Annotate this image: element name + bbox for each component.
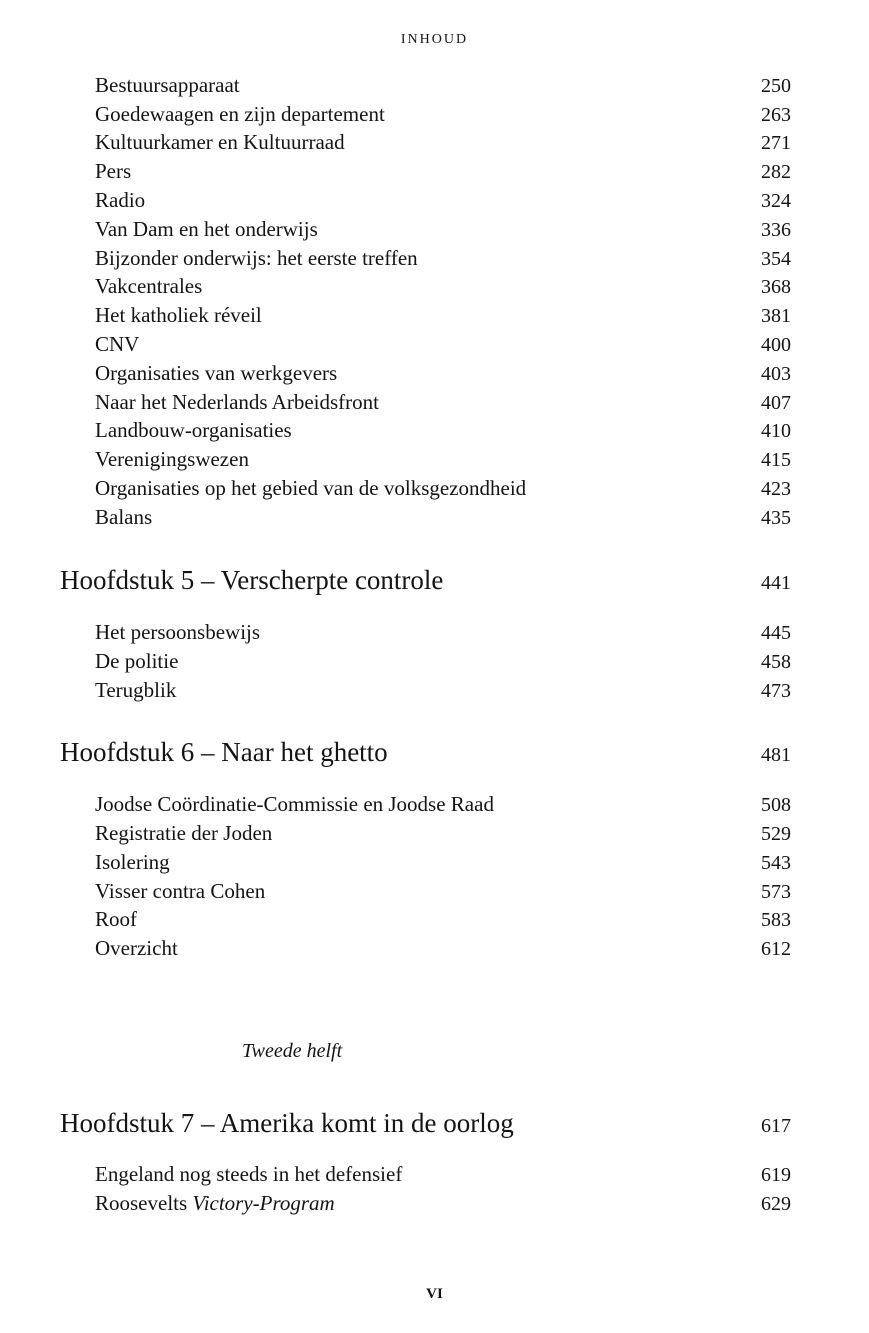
part-heading: Tweede helft <box>242 1040 343 1062</box>
entry-page: 473 <box>761 680 791 702</box>
chapter-heading <box>60 1106 791 1140</box>
toc-entry <box>95 416 791 444</box>
chapter-title: Hoofdstuk 7 – Amerika komt in de oorlog <box>60 1108 514 1138</box>
toc-entry <box>95 100 791 128</box>
entry-page: 583 <box>761 909 791 931</box>
entry-page: 612 <box>761 938 791 960</box>
entry-title: Joodse Coördinatie-Commissie en Joodse Raad <box>95 792 494 816</box>
entry-title: Visser contra Cohen <box>95 879 266 903</box>
toc-entry <box>95 877 791 905</box>
entry-page: 415 <box>761 449 791 471</box>
running-head: INHOUD <box>400 32 469 47</box>
entry-title: Overzicht <box>95 936 178 960</box>
entry-page: 250 <box>761 75 791 97</box>
toc-entry <box>95 330 791 358</box>
entry-title: Roof <box>95 907 137 931</box>
entry-title: Pers <box>95 159 132 183</box>
entry-title: Radio <box>95 188 146 212</box>
entry-page: 381 <box>761 305 791 327</box>
chapter-page: 481 <box>761 744 791 766</box>
toc-entry <box>95 215 791 243</box>
entry-title: Naar het Nederlands Arbeidsfront <box>95 390 379 414</box>
entry-page: 354 <box>761 248 791 270</box>
page-number: VI <box>426 1286 443 1302</box>
entry-title-italic: Victory-Program <box>192 1191 335 1215</box>
entry-title: Terugblik <box>95 678 177 702</box>
entry-page: 407 <box>761 392 791 414</box>
entry-title: Van Dam en het onderwijs <box>95 217 318 241</box>
toc-entry <box>95 848 791 876</box>
entry-title: Verenigingswezen <box>95 447 249 471</box>
toc-entry <box>95 272 791 300</box>
entry-title: Het persoonsbewijs <box>95 620 261 644</box>
chapter-title: Hoofdstuk 6 – Naar het ghetto <box>60 737 388 767</box>
chapter-title: Hoofdstuk 5 – Verscherpte controle <box>60 565 444 595</box>
entry-title: Organisaties op het gebied van de volksgezondheid <box>95 476 527 500</box>
toc-entry <box>95 1189 791 1217</box>
chapter-page: 617 <box>761 1115 791 1137</box>
toc-entry <box>95 676 791 704</box>
entry-page: 573 <box>761 881 791 903</box>
entry-page: 400 <box>761 334 791 356</box>
entry-title: Isolering <box>95 850 170 874</box>
toc-entry <box>95 1160 791 1188</box>
entry-title: Het katholiek réveil <box>95 303 262 327</box>
entry-title: Bestuursapparaat <box>95 73 240 97</box>
entry-page: 282 <box>761 161 791 183</box>
chapter-heading <box>60 563 791 597</box>
entry-page: 629 <box>761 1193 791 1215</box>
toc-entry <box>95 905 791 933</box>
chapter-page: 441 <box>761 572 791 594</box>
toc-entry <box>95 503 791 531</box>
entry-title: Kultuurkamer en Kultuurraad <box>95 130 345 154</box>
toc-entry <box>95 647 791 675</box>
entry-page: 529 <box>761 823 791 845</box>
entry-page: 263 <box>761 104 791 126</box>
entry-page: 271 <box>761 132 791 154</box>
entry-page: 445 <box>761 622 791 644</box>
entry-title: Balans <box>95 505 153 529</box>
entry-title: Bijzonder onderwijs: het eerste treffen <box>95 246 418 270</box>
toc-entry <box>95 790 791 818</box>
entry-page: 403 <box>761 363 791 385</box>
entry-title-prefix: Roosevelts <box>95 1191 193 1215</box>
toc-entry <box>95 618 791 646</box>
entry-page: 410 <box>761 420 791 442</box>
toc-entry <box>95 474 791 502</box>
toc-entry <box>95 244 791 272</box>
entry-page: 336 <box>761 219 791 241</box>
toc-entry <box>95 128 791 156</box>
toc-entry <box>95 301 791 329</box>
entry-page: 435 <box>761 507 791 529</box>
toc-entry <box>95 934 791 962</box>
entry-page: 423 <box>761 478 791 500</box>
entry-title <box>95 1189 335 1217</box>
entry-title: Landbouw-organisaties <box>95 418 292 442</box>
toc-entry <box>95 445 791 473</box>
entry-title: Organisaties van werkgevers <box>95 361 338 385</box>
entry-page: 508 <box>761 794 791 816</box>
entry-title: CNV <box>95 332 140 356</box>
entry-page: 324 <box>761 190 791 212</box>
entry-title: Engeland nog steeds in het defensief <box>95 1162 403 1186</box>
entry-page: 458 <box>761 651 791 673</box>
entry-page: 368 <box>761 276 791 298</box>
entry-page: 619 <box>761 1164 791 1186</box>
toc-entry <box>95 157 791 185</box>
toc-entry <box>95 359 791 387</box>
entry-page: 543 <box>761 852 791 874</box>
entry-title: Vakcentrales <box>95 274 203 298</box>
toc-entry <box>95 71 791 99</box>
entry-title: Goedewaagen en zijn departement <box>95 102 385 126</box>
toc-entry <box>95 388 791 416</box>
entry-title: De politie <box>95 649 179 673</box>
entry-title: Registratie der Joden <box>95 821 273 845</box>
toc-entry <box>95 819 791 847</box>
toc-entry <box>95 186 791 214</box>
chapter-heading <box>60 735 791 769</box>
